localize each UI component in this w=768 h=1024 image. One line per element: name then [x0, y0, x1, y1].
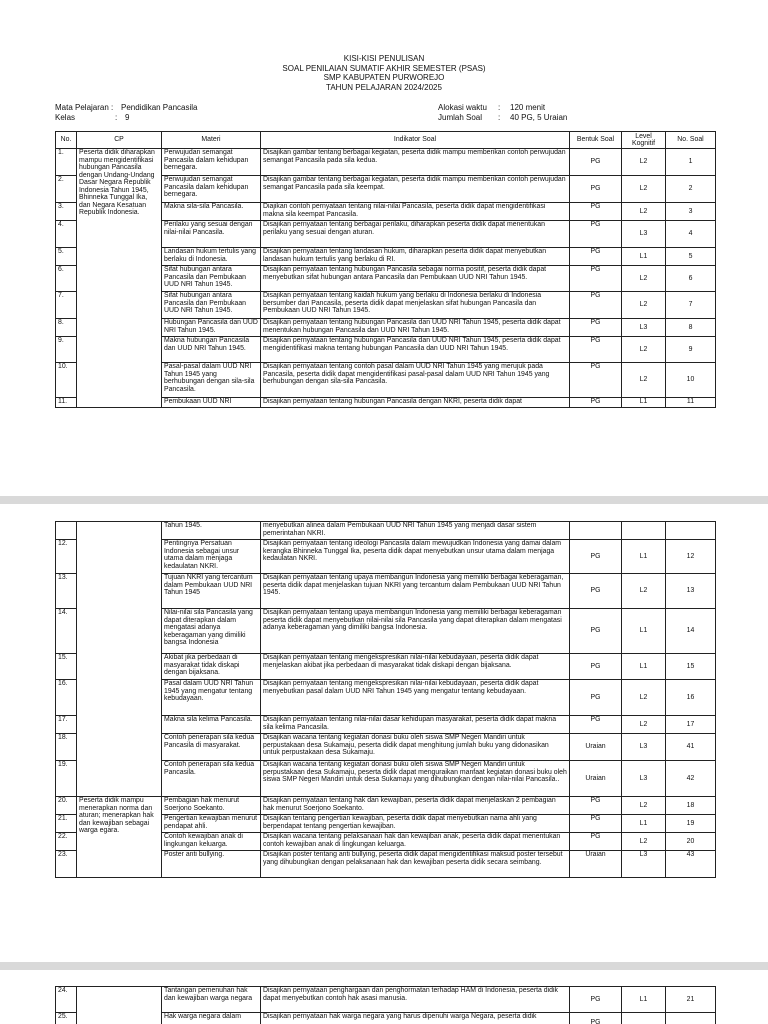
- cell-bentuk: PG: [570, 987, 622, 1013]
- cell-materi: Pasal-pasal dalam UUD NRI Tahun 1945 yang berhubungan dengan sila-sila Pancasila.: [162, 363, 261, 398]
- cell-bentuk: PG: [570, 176, 622, 203]
- cell-level: L1: [622, 609, 666, 654]
- table-row: [56, 797, 716, 815]
- cell-nosoal: 19: [666, 815, 716, 833]
- cell-indikator: Disajikan pernyataan tentang berbagai perilaku, diharapkan peserta didik dapat menentukan perilaku yang sesuai dengan aturan.: [261, 221, 570, 248]
- col-header-nosoal: No. Soal: [666, 132, 716, 149]
- cell-level: L2: [622, 337, 666, 363]
- cell-materi: Perwujudan semangat Pancasila dalam kehidupan bernegara.: [162, 149, 261, 176]
- cell-materi: Makna sila-sila Pancasila.: [162, 203, 261, 221]
- class-colon: :: [115, 112, 118, 122]
- cell-materi: Pentingnya Persatuan Indonesia sebagai unsur utama dalam menjaga kedaulatan NKRI.: [162, 540, 261, 574]
- cell-nosoal: 16: [666, 680, 716, 716]
- cell-cp: Peserta didik mampu menerapkan norma dan aturan; menerapkan hak dan kewajiban sebagai warga egara.: [77, 797, 162, 878]
- cell-no: 12.: [56, 540, 77, 574]
- cell-no: 3.: [56, 203, 77, 221]
- header-school-year: TAHUN PELAJARAN 2024/2025: [326, 82, 442, 92]
- cell-bentuk: PG: [570, 1013, 622, 1024]
- cell-bentuk: Uraian: [570, 851, 622, 878]
- cell-materi: Pembukaan UUD NRI: [162, 398, 261, 408]
- table-row: [56, 266, 716, 292]
- cell-indikator: Disajikan pernyataan tentang ideologi Pancasila dalam mewujudkan Indonesia yang damai dalam kerangka Bhinneka Tunggal Ika, peserta didik dapat menyebutkan unsur utama dalam menjaga kedaulatan NKRI.: [261, 540, 570, 574]
- cell-level: L2: [622, 149, 666, 176]
- count-value: 40 PG, 5 Uraian: [510, 112, 568, 122]
- count-label: Jumlah Soal: [438, 112, 483, 122]
- cell-bentuk: [570, 522, 622, 540]
- cell-indikator: Disajikan pernyataan tentang contoh pasal dalam UUD NRI Tahun 1945 yang merujuk pada Pancasila, peserta didik dapat mengidentifikasi pasal-pasal dalam UUD NRI Tahun 1945 yang berhubungan dengan sila-sila Pancasila.: [261, 363, 570, 398]
- document-page-3: [0, 970, 768, 1024]
- cell-nosoal: 14: [666, 609, 716, 654]
- cell-indikator: Disajikan poster tentang anti bullying, peserta didik dapat mengidentifikasi maksud poster tersebut yang dihubungkan dengan pelaksanaan hak dan kewajiban peserta didik secara seimbang.: [261, 851, 570, 878]
- cell-indikator: Disajikan pernyataan penghargaan dan penghormatan terhadap HAM di Indonesia, peserta didik dapat menyebutkan contoh hak asasi manusia.: [261, 987, 570, 1013]
- cell-cp-continued: [77, 266, 162, 408]
- cell-no: 18.: [56, 734, 77, 761]
- header-title: KISI-KISI PENULISAN: [343, 54, 425, 63]
- cell-bentuk: Uraian: [570, 761, 622, 797]
- cell-level: L2: [622, 680, 666, 716]
- grid-table-page-3: [55, 986, 716, 1024]
- col-header-no: No.: [56, 132, 77, 149]
- cell-level: L1: [622, 987, 666, 1013]
- cell-indikator: Diajikan contoh pernyataan tentang nilai-nilai Pancasila, peserta didik dapat mengidentifikasi makna sila keempat Pancasila.: [261, 203, 570, 221]
- cell-level: L3: [622, 319, 666, 337]
- cell-no: 25.: [56, 1013, 77, 1024]
- subject-value: Pendidikan Pancasila: [121, 103, 198, 112]
- cell-no: 8.: [56, 319, 77, 337]
- cell-level: [622, 522, 666, 540]
- cell-level: L1: [622, 540, 666, 574]
- cell-nosoal: 42: [666, 761, 716, 797]
- cell-indikator: Disajikan tentang pengertian kewajiban, peserta didik dapat menyebutkan nama ahli yang berpendapat tentang pengertian kewajiban.: [261, 815, 570, 833]
- cell-no: 19.: [56, 761, 77, 797]
- time-label: Alokasi waktu: [438, 103, 487, 112]
- cell-no: 4.: [56, 221, 77, 248]
- cell-indikator: Disajikan pernyataan tentang kaidah hukum yang berlaku di Indonesia berlaku di Indonesia bersumber dari Pancasila, peserta didik dapat menjelaskan sifat hubungan Pancasila dan Pembukaan UUD NRI Tahun 1945.: [261, 292, 570, 319]
- cell-no: 7.: [56, 292, 77, 319]
- cell-level: L2: [622, 203, 666, 221]
- table-row: [56, 987, 716, 1013]
- cell-materi: Sifat hubungan antara Pancasila dan Pembukaan UUD NRI Tahun 1945.: [162, 266, 261, 292]
- cell-bentuk: PG: [570, 248, 622, 266]
- cell-materi: Hak warga negara dalam: [162, 1013, 261, 1024]
- class-value: 9: [125, 112, 130, 122]
- cell-nosoal: 9: [666, 337, 716, 363]
- cell-level: L2: [622, 363, 666, 398]
- cell-materi: Pembagian hak menurut Soerjono Soekanto.: [162, 797, 261, 815]
- cell-no: 14.: [56, 609, 77, 654]
- cell-level: L2: [622, 266, 666, 292]
- cell-bentuk: PG: [570, 680, 622, 716]
- cell-bentuk: PG: [570, 292, 622, 319]
- cell-bentuk: PG: [570, 319, 622, 337]
- cell-indikator: Disajikan pernyataan tentang landasan hukum, diharapkan peserta didik dapat menyebutkan landasan hukum tertulis yang berlaku di RI.: [261, 248, 570, 266]
- table-header-row: [56, 132, 716, 149]
- col-header-cp: CP: [77, 132, 162, 149]
- cell-bentuk: PG: [570, 540, 622, 574]
- cell-bentuk: PG: [570, 203, 622, 221]
- cell-bentuk: PG: [570, 398, 622, 408]
- cell-no: 13.: [56, 574, 77, 609]
- cell-indikator: Disajikan pernyataan tentang mengekspresikan nilai-nilai kebudayaan, peserta didik dapat menjelaskan akibat jika perbedaan di masyarakat tidak diskapi dengan bijaksana.: [261, 654, 570, 680]
- cell-cp: [77, 987, 162, 1024]
- cell-no: 1.: [56, 149, 77, 176]
- col-header-level: Level Kognitif: [622, 132, 666, 149]
- cell-no: 2.: [56, 176, 77, 203]
- cell-indikator: Disajikan pernyataan hak warga negara yang harus dipenuhi warga Negara, peserta didik: [261, 1013, 570, 1024]
- cell-no: 17.: [56, 716, 77, 734]
- cell-indikator: Disajikan pernyataan tentang hubungan Pancasila dan UUD NRI Tahun 1945, peserta didik dapat menentukan hubungan Pancasila dan UUD NRI Tahun 1945.: [261, 319, 570, 337]
- cell-materi: Makna hubungan Pancasila dan UUD NRI Tahun 1945.: [162, 337, 261, 363]
- cell-indikator: Disajikan wacana tentang kegiatan donasi buku oleh siswa SMP Negeri Mandiri untuk perpustakaan desa Sukamaju, peserta didik dapat menguraikan manfaat kegiatan donasi buku oleh siswa SMP Negeri Mandiri untuk desa Sukamaju yang dihubungkan dengan nilai-nilai Pancasila..: [261, 761, 570, 797]
- cell-cp: Peserta didik diharapkan mampu mengidentifikasi hubungan Pancasila dengan Undang-Undang Dasar Negara Republik Indonesia Tahun 1945, Bhinneka Tunggal Ika, dan Negara Kesatuan Republik Indonesia.: [77, 149, 162, 266]
- cell-materi: Tujuan NKRI yang tercantum dalam Pembukaan UUD NRI Tahun 1945: [162, 574, 261, 609]
- cell-nosoal: 7: [666, 292, 716, 319]
- cell-indikator: menyebutkan alinea dalam Pembukaan UUD NRI Tahun 1945 yang menjadi dasar sistem pemerintahan NKRI.: [261, 522, 570, 540]
- grid-table-page-2: [55, 521, 716, 878]
- cell-level: L2: [622, 176, 666, 203]
- document-header: [0, 54, 768, 92]
- table-row: [56, 522, 716, 540]
- count-colon: :: [498, 112, 501, 122]
- cell-indikator: Disajikan pernyataan tentang upaya membangun Indonesia yang memiliki berbagai keberagaman peserta didik dapat menyebutkan nilai-nilai sila Pancasila yang dapat diterapkan dalam mengatasi adanya keberagaman yang dimiliki bangsa Indonesia.: [261, 609, 570, 654]
- cell-materi: Akibat jika perbedaan di masyarakat tidak diskapi dengan bijaksana.: [162, 654, 261, 680]
- cell-materi: Perwujudan semangat Pancasila dalam kehidupan bernegara.: [162, 176, 261, 203]
- cell-bentuk: PG: [570, 609, 622, 654]
- cell-level: L2: [622, 716, 666, 734]
- time-value: 120 menit: [510, 103, 546, 112]
- cell-nosoal: 18: [666, 797, 716, 815]
- cell-materi: Pengertian kewajiban menurut pendapat ahli.: [162, 815, 261, 833]
- cell-indikator: Disajikan pernyataan tentang upaya membangun Indonesia yang memiliki berbagai keberagaman, peserta didik dapat menjelaskan tujuan NKRI yang tercantum dalam Pembukaan UUD NRI Tahun 1945.: [261, 574, 570, 609]
- cell-indikator: Disajikan pernyataan tentang hubungan Pancasila dengan NKRI, peserta didik dapat: [261, 398, 570, 408]
- cell-no: 9.: [56, 337, 77, 363]
- cell-materi: Landasan hukum tertulis yang berlaku di Indonesia.: [162, 248, 261, 266]
- cell-materi: Makna sila kelima Pancasila.: [162, 716, 261, 734]
- time-colon: :: [498, 103, 501, 112]
- cell-indikator: Disajikan wacana tentang pelaksanaan hak dan kewajiban anak, peserta didik dapat menentukan contoh kewajiban anak di lingkungan keluarga.: [261, 833, 570, 851]
- cell-bentuk: Uraian: [570, 734, 622, 761]
- cell-nosoal: 13: [666, 574, 716, 609]
- cell-materi: Contoh kewajiban anak di lingkungan keluarga.: [162, 833, 261, 851]
- cell-level: L1: [622, 398, 666, 408]
- cell-materi: Contoh penerapan sila kedua Pancasila di masyarakat.: [162, 734, 261, 761]
- cell-no: 16.: [56, 680, 77, 716]
- document-page-1: [0, 0, 768, 496]
- cell-nosoal: 6: [666, 266, 716, 292]
- cell-no: 20.: [56, 797, 77, 815]
- cell-level: L2: [622, 292, 666, 319]
- cell-bentuk: PG: [570, 716, 622, 734]
- cell-nosoal: 5: [666, 248, 716, 266]
- cell-bentuk: PG: [570, 221, 622, 248]
- cell-nosoal: 4: [666, 221, 716, 248]
- cell-level: L1: [622, 248, 666, 266]
- cell-nosoal: 1: [666, 149, 716, 176]
- cell-materi: Contoh penerapan sila kedua Pancasila.: [162, 761, 261, 797]
- cell-no: 10.: [56, 363, 77, 398]
- cell-nosoal: 2: [666, 176, 716, 203]
- cell-bentuk: PG: [570, 149, 622, 176]
- cell-level: L3: [622, 761, 666, 797]
- cell-level: L1: [622, 815, 666, 833]
- cell-materi: Sifat hubungan antara Pancasila dan Pembukaan UUD NRI Tahun 1945.: [162, 292, 261, 319]
- cell-nosoal: [666, 1013, 716, 1024]
- cell-cp: [77, 522, 162, 797]
- cell-indikator: Disajikan wacana tentang kegiatan donasi buku oleh siswa SMP Negeri Mandiri untuk perpustakaan desa Sukamaju, peserta didik dapat menghitung jumlah buku yang didonasikan untuk perpustakaan desa Sukamaju.: [261, 734, 570, 761]
- col-header-materi: Materi: [162, 132, 261, 149]
- cell-nosoal: 43: [666, 851, 716, 878]
- cell-materi: Pasal dalam UUD NRI Tahun 1945 yang mengatur tentang kebudayaan.: [162, 680, 261, 716]
- cell-level: L2: [622, 574, 666, 609]
- cell-indikator: Disajikan pernyataan tentang hubungan Pancasila dan UUD NRI Tahun 1945, peserta didik dapat mengidentifikasi makna tentang hubungan Pancasila dan UUD NRI Tahun 1945.: [261, 337, 570, 363]
- cell-nosoal: 11: [666, 398, 716, 408]
- table-row: [56, 149, 716, 176]
- cell-nosoal: 3: [666, 203, 716, 221]
- cell-no: 5.: [56, 248, 77, 266]
- cell-nosoal: [666, 522, 716, 540]
- cell-level: L3: [622, 221, 666, 248]
- cell-materi: Perilaku yang sesuai dengan nilai-nilai Pancasila.: [162, 221, 261, 248]
- cell-bentuk: PG: [570, 337, 622, 363]
- cell-materi: Hubungan Pancasila dan UUD NRI Tahun 1945.: [162, 319, 261, 337]
- cell-materi: Tahun 1945.: [162, 522, 261, 540]
- cell-level: L2: [622, 797, 666, 815]
- cell-bentuk: PG: [570, 797, 622, 815]
- cell-nosoal: 21: [666, 987, 716, 1013]
- meta-right: [438, 103, 567, 122]
- cell-nosoal: 15: [666, 654, 716, 680]
- col-header-indikator: Indikator Soal: [261, 132, 570, 149]
- cell-materi: Tantangan pemenuhan hak dan kewajiban warga negara: [162, 987, 261, 1013]
- cell-no: 15.: [56, 654, 77, 680]
- cell-nosoal: 41: [666, 734, 716, 761]
- cell-indikator: Disajikan pernyataan tentang mengekspresikan nilai-nilai kebudayaan, peserta didik dapat menyebutkan pasal dalam UUD NRI Tahun 1945 yang mengatur tentang kebudayaan.: [261, 680, 570, 716]
- cell-bentuk: PG: [570, 654, 622, 680]
- cell-nosoal: 10: [666, 363, 716, 398]
- cell-bentuk: PG: [570, 363, 622, 398]
- cell-materi: Poster anti bullying.: [162, 851, 261, 878]
- cell-indikator: Disajikan pernyataan tentang hubungan Pancasila sebagai norma positif, peserta didik dapat menyebutkan sifat hubungan antara Pancasila dan Pembukaan UUD NRI Tahun 1945.: [261, 266, 570, 292]
- cell-no: 23.: [56, 851, 77, 878]
- cell-materi: Nilai-nilai sila Pancasila yang dapat diterapkan dalam mengatasi adanya keberagaman yang dimiliki bangsa Indonesia: [162, 609, 261, 654]
- cell-no: [56, 522, 77, 540]
- grid-table-page-1: [55, 131, 716, 408]
- cell-level: L2: [622, 833, 666, 851]
- cell-level: L3: [622, 734, 666, 761]
- header-exam-name: SOAL PENILAIAN SUMATIF AKHIR SEMESTER (PSAS): [282, 63, 486, 73]
- header-region: SMP KABUPATEN PURWOREJO: [323, 73, 445, 83]
- cell-indikator: Disajikan gambar tentang berbagai kegiatan, peserta didik mampu memberikan contoh perwujudan semangat Pancasila pada sila kedua.: [261, 149, 570, 176]
- cell-no: 21.: [56, 815, 77, 833]
- cell-no: 6.: [56, 266, 77, 292]
- cell-indikator: Disajikan pernyataan tentang nilai-nilai dasar kehidupan masyarakat, peserta didik dapat makna sila kelima Pancasila.: [261, 716, 570, 734]
- document-page-2: [0, 504, 768, 962]
- col-header-bentuk: Bentuk Soal: [570, 132, 622, 149]
- cell-no: 24.: [56, 987, 77, 1013]
- cell-nosoal: 17: [666, 716, 716, 734]
- cell-bentuk: PG: [570, 833, 622, 851]
- cell-nosoal: 8: [666, 319, 716, 337]
- class-label: Kelas: [55, 112, 76, 122]
- cell-no: 11.: [56, 398, 77, 408]
- cell-bentuk: PG: [570, 574, 622, 609]
- cell-level: L1: [622, 654, 666, 680]
- cell-level: L3: [622, 851, 666, 878]
- cell-nosoal: 20: [666, 833, 716, 851]
- cell-nosoal: 12: [666, 540, 716, 574]
- cell-level: [622, 1013, 666, 1024]
- cell-indikator: Disajikan gambar tentang berbagai kegiatan, peserta didik mampu memberikan contoh perwujudan semangat Pancasila pada sila keempat.: [261, 176, 570, 203]
- cell-indikator: Disajikan pernyataan tentang hak dan kewajiban, peserta didik dapat menjelaskan 2 pembagian hak menurut Soerjono Soekanto.: [261, 797, 570, 815]
- cell-no: 22.: [56, 833, 77, 851]
- cell-bentuk: PG: [570, 266, 622, 292]
- meta-left: [55, 103, 198, 122]
- subject-label: Mata Pelajaran :: [55, 103, 114, 112]
- cell-bentuk: PG: [570, 815, 622, 833]
